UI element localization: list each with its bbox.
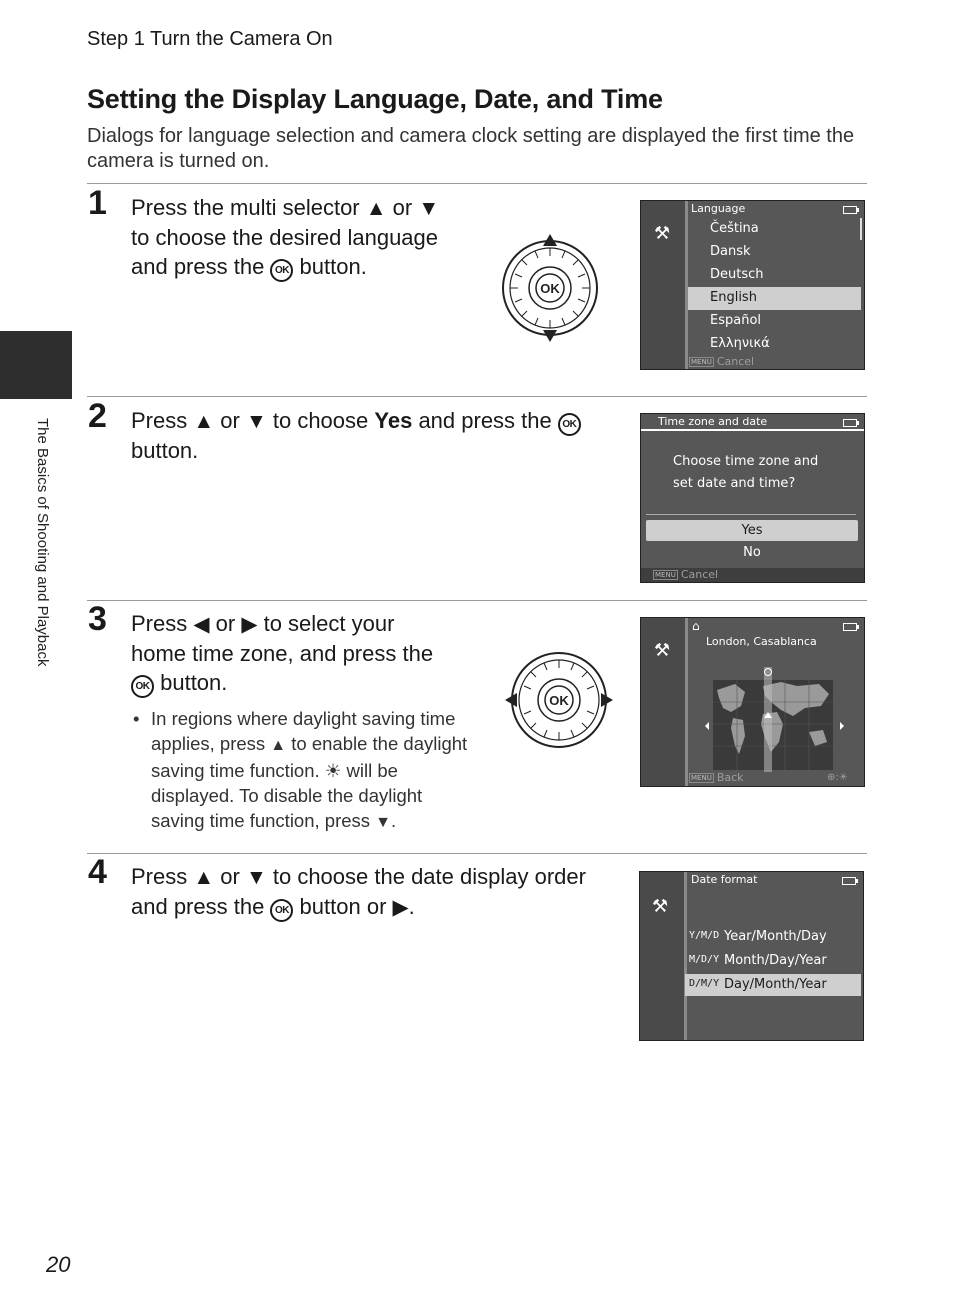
timezone-prompt-screen xyxy=(640,413,865,583)
menu-icon: MENU xyxy=(691,358,712,366)
multi-selector-icon xyxy=(503,648,615,752)
prompt-message: set date and time? xyxy=(673,476,796,491)
screen-header: Date format xyxy=(691,873,758,886)
date-format-screen xyxy=(639,871,864,1041)
ok-button-icon: OK xyxy=(270,899,293,922)
language-option[interactable]: Español xyxy=(710,313,762,328)
date-format-option[interactable]: Y/M/D Year/Month/Day xyxy=(689,929,827,944)
page-number: 20 xyxy=(46,1252,71,1277)
step-number: 1 xyxy=(88,184,107,222)
section-tab xyxy=(0,331,72,399)
wrench-icon: ⚒ xyxy=(654,223,671,244)
battery-icon xyxy=(843,623,857,631)
date-format-option-selected[interactable]: D/M/Y Day/Month/Year xyxy=(685,974,861,996)
back-hint: MENU Back xyxy=(691,771,744,784)
ok-button-icon: OK xyxy=(131,675,154,698)
date-format-code-icon: Y/M/D xyxy=(689,930,720,941)
breadcrumb: Step 1 Turn the Camera On xyxy=(87,28,333,50)
prompt-message: Choose time zone and xyxy=(673,454,819,469)
wrench-icon: ⚒ xyxy=(654,640,671,661)
ok-button-icon: OK xyxy=(270,259,293,282)
down-arrow-icon: ▼ xyxy=(418,197,440,220)
home-city: London, Casablanca xyxy=(706,635,817,648)
date-format-code-icon: D/M/Y xyxy=(689,978,720,989)
step-number: 2 xyxy=(88,397,107,435)
daylight-saving-note: • In regions where daylight saving time applies, press ▲ to enable the daylight saving time function. ☀ will be displayed. To disable the daylight saving time function, press ▼. xyxy=(133,708,468,831)
language-option[interactable]: Deutsch xyxy=(710,267,764,282)
step-1-instruction: Press the multi selector ▲ or ▼ to choose the desired language and press the OK button. xyxy=(131,193,439,282)
menu-icon: MENU xyxy=(691,774,712,782)
battery-icon xyxy=(843,419,857,427)
date-format-code-icon: M/D/Y xyxy=(689,954,720,965)
home-icon: ⌂ xyxy=(692,619,700,633)
right-arrow-icon: ▶ xyxy=(392,895,409,919)
cancel-hint: MENU Cancel xyxy=(655,568,719,581)
screen-header: Time zone and date xyxy=(658,415,768,428)
ok-button-icon: OK xyxy=(558,413,581,436)
svg-text:OK: OK xyxy=(549,693,569,708)
language-option-selected[interactable]: English xyxy=(688,287,861,310)
cancel-hint: MENU Cancel xyxy=(691,355,755,368)
down-arrow-icon: ▼ xyxy=(245,410,267,433)
step-number: 4 xyxy=(88,853,107,891)
battery-icon xyxy=(842,877,856,885)
step-divider xyxy=(87,396,867,397)
yes-option[interactable]: Yes xyxy=(646,520,858,541)
up-arrow-icon: ▲ xyxy=(270,737,287,754)
language-screen xyxy=(640,200,865,370)
step-divider xyxy=(87,853,867,854)
screen-header: Language xyxy=(691,202,746,215)
up-arrow-icon: ▲ xyxy=(193,410,215,433)
scrollbar[interactable] xyxy=(860,218,862,240)
battery-icon xyxy=(843,206,857,214)
date-format-option[interactable]: M/D/Y Month/Day/Year xyxy=(689,953,827,968)
step-divider xyxy=(87,600,867,601)
step-2-instruction: Press ▲ or ▼ to choose Yes and press the OK button. xyxy=(131,406,581,466)
up-arrow-icon: ▲ xyxy=(193,866,215,889)
language-option[interactable]: Dansk xyxy=(710,244,751,259)
wrench-icon: ⚒ xyxy=(652,896,669,917)
step-3-instruction: Press ◀ or ▶ to select your home time zone, and press the OK button. xyxy=(131,609,433,698)
multi-selector-icon xyxy=(498,232,602,344)
down-arrow-icon: ▼ xyxy=(245,866,267,889)
world-map[interactable] xyxy=(701,662,851,772)
step-4-instruction: Press ▲ or ▼ to choose the date display order and press the OK button or ▶. xyxy=(131,862,586,922)
daylight-saving-icon: ☀ xyxy=(324,760,342,781)
home-zone-screen xyxy=(640,617,865,787)
menu-icon: MENU xyxy=(655,571,676,579)
section-side-label: The Basics of Shooting and Playback xyxy=(34,418,51,667)
right-arrow-icon: ▶ xyxy=(241,613,258,636)
svg-text:OK: OK xyxy=(540,281,560,296)
down-arrow-icon: ▼ xyxy=(375,814,392,831)
up-arrow-icon: ▲ xyxy=(365,197,387,220)
no-option[interactable]: No xyxy=(743,545,761,560)
intro-paragraph: Dialogs for language selection and camera clock setting are displayed the first time the camera is turned on. xyxy=(87,125,855,172)
language-option[interactable]: Ελληνικά xyxy=(710,336,770,351)
dst-hint-icon: ⊕:☀ xyxy=(827,772,848,783)
language-option[interactable]: Čeština xyxy=(710,221,759,236)
step-divider xyxy=(87,183,867,184)
left-arrow-icon: ◀ xyxy=(193,613,210,636)
step-number: 3 xyxy=(88,600,107,638)
page-title: Setting the Display Language, Date, and Time xyxy=(87,84,663,114)
